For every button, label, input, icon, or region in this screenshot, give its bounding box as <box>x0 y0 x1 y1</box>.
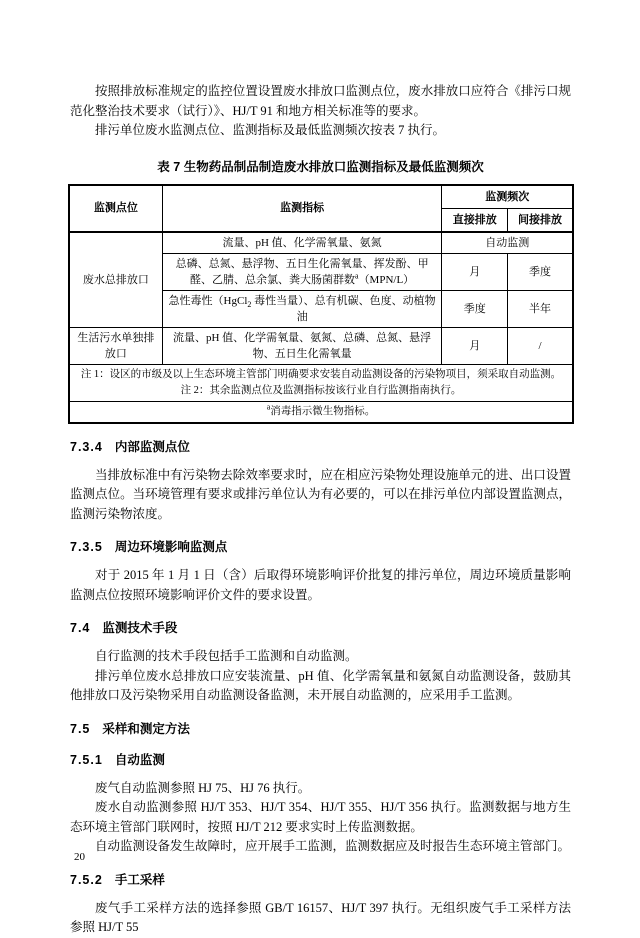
section-paragraph: 废水自动监测参照 HJ/T 353、HJ/T 354、HJ/T 355、HJ/T 356 执行。监测数据与地方生态环境主管部门联网时，按照 HJ/T 212 要求实时上传监测数据。 <box>70 800 571 834</box>
cell-direct-monthly: 月 <box>442 253 508 290</box>
section-number: 7.4 <box>70 621 91 635</box>
section-heading <box>70 870 571 888</box>
header-monitoring-frequency: 监测频次 <box>442 185 573 209</box>
section-title: 自动监测 <box>114 752 165 767</box>
cell-main-outfall-label: 废水总排放口 <box>69 232 162 328</box>
table-notes <box>69 364 573 401</box>
section-title: 手工采样 <box>114 872 165 887</box>
table-caption: 表 7 生物药品制品制造废水排放口监测指标及最低监测频次 <box>157 159 484 174</box>
cell-domestic-indicator: 流量、pH 值、化学需氧量、氨氮、总磷、总氮、悬浮物、五日生化需氧量 <box>162 327 442 364</box>
section-paragraph: 排污单位废水总排放口应安装流量、pH 值、化学需氧量和氨氮自动监测设备，鼓励其他排放口及污染物采用自动监测设备监测，未开展自动监测的，应采用手工监测。 <box>70 668 571 702</box>
section-paragraph: 废气手工采样方法的选择参照 GB/T 16157、HJ/T 397 执行。无组织废气手工采样方法参照 HJ/T 55 <box>70 900 571 934</box>
chemical-subscript: 2 <box>247 299 252 309</box>
cell-frequency-auto: 自动监测 <box>442 232 573 254</box>
header-direct-discharge: 直接排放 <box>442 208 508 232</box>
section-number: 7.3.4 <box>70 439 103 454</box>
section-paragraph: 废气自动监测参照 HJ 75、HJ 76 执行。 <box>95 780 311 795</box>
section-number: 7.5.2 <box>70 872 103 887</box>
table-note-2: 注 2：其余监测点位及监测指标按该行业自行监测指南执行。 <box>180 384 462 396</box>
table-note-1: 注 1：设区的市级及以上生态环境主管部门明确要求安装自动监测设备的污染物项目，须采取自动监测。 <box>80 368 562 380</box>
section-paragraph: 当排放标准中有污染物去除效率要求时，应在相应污染物处理设施单元的进、出口设置监测点位。当环境管理有要求或排污单位认为有必要的，可以在排污单位内部设置监测点，监测污染物浓度。 <box>70 467 571 521</box>
section-paragraph: 自动监测设备发生故障时，应开展手工监测，监测数据应及时报告生态环境主管部门。 <box>95 839 571 853</box>
section-number: 7.3.5 <box>70 540 103 554</box>
section-number: 7.5.1 <box>70 752 103 767</box>
header-monitoring-point: 监测点位 <box>69 185 162 232</box>
table-row <box>69 232 573 254</box>
section-heading <box>70 719 571 737</box>
section-7-5-2 <box>70 870 571 938</box>
table-header-row-1 <box>69 185 573 209</box>
table-row <box>69 327 573 364</box>
footnote-marker-sup: a <box>355 270 359 280</box>
section-heading <box>70 750 571 768</box>
section-title: 采样和测定方法 <box>102 721 190 736</box>
header-monitoring-indicator: 监测指标 <box>162 185 442 232</box>
section-heading <box>70 537 571 555</box>
section-number: 7.5 <box>70 721 91 736</box>
section-paragraph: 自行监测的技术手段包括手工监测和自动监测。 <box>95 649 358 663</box>
footnote-marker: a <box>266 402 271 411</box>
table-notes-row <box>69 364 573 401</box>
table-footnote-row <box>69 401 573 423</box>
intro-paragraph-2: 排污单位废水监测点位、监测指标及最低监测频次按表 7 执行。 <box>95 123 446 137</box>
section-7-3-5 <box>70 537 571 605</box>
section-heading <box>70 437 571 455</box>
cell-domestic-indirect: / <box>507 327 573 364</box>
cell-indirect-halfyear: 半年 <box>507 290 573 327</box>
section-title: 内部监测点位 <box>114 439 190 454</box>
monitoring-indicators-table <box>68 184 574 424</box>
cell-domestic-direct: 月 <box>442 327 508 364</box>
cell-direct-quarterly: 季度 <box>442 290 508 327</box>
section-title: 周边环境影响监测点 <box>114 540 228 554</box>
cell-indirect-quarterly: 季度 <box>507 253 573 290</box>
section-7-3-4 <box>70 437 571 525</box>
section-7-5 <box>70 719 571 737</box>
section-title: 监测技术手段 <box>102 621 178 635</box>
cell-domestic-outfall-label: 生活污水单独排放口 <box>69 327 162 364</box>
intro-paragraph-1: 按照排放标准规定的监控位置设置废水排放口监测点位，废水排放口应符合《排污口规范化整治技术要求（试行）》、HJ/T 91 和地方相关标准等的要求。 <box>70 84 571 118</box>
page-number: 20 <box>74 851 85 863</box>
section-7-4 <box>70 618 571 706</box>
header-indirect-discharge: 间接排放 <box>507 208 573 232</box>
section-paragraph: 对于 2015 年 1 月 1 日（含）后取得环境影响评价批复的排污单位，周边环境质量影响监测点位按照环境影响评价文件的要求设置。 <box>70 568 571 602</box>
cell-indicator-toxicity: 急性毒性（HgCl$_2$ 毒性当量）、总有机碳、色度、动植物油 <box>162 290 442 327</box>
section-heading <box>70 618 571 636</box>
cell-indicator-monthly: 总磷、总氮、悬浮物、五日生化需氧量、挥发酚、甲醛、乙腈、总余氯、粪大肠菌群数$^a$（MPN/L） <box>162 253 442 290</box>
section-7-5-1 <box>70 750 571 857</box>
table-footnote: $^a$消毒指示微生物指标。 <box>69 401 573 423</box>
cell-indicator-auto: 流量、pH 值、化学需氧量、氨氮 <box>162 232 442 254</box>
